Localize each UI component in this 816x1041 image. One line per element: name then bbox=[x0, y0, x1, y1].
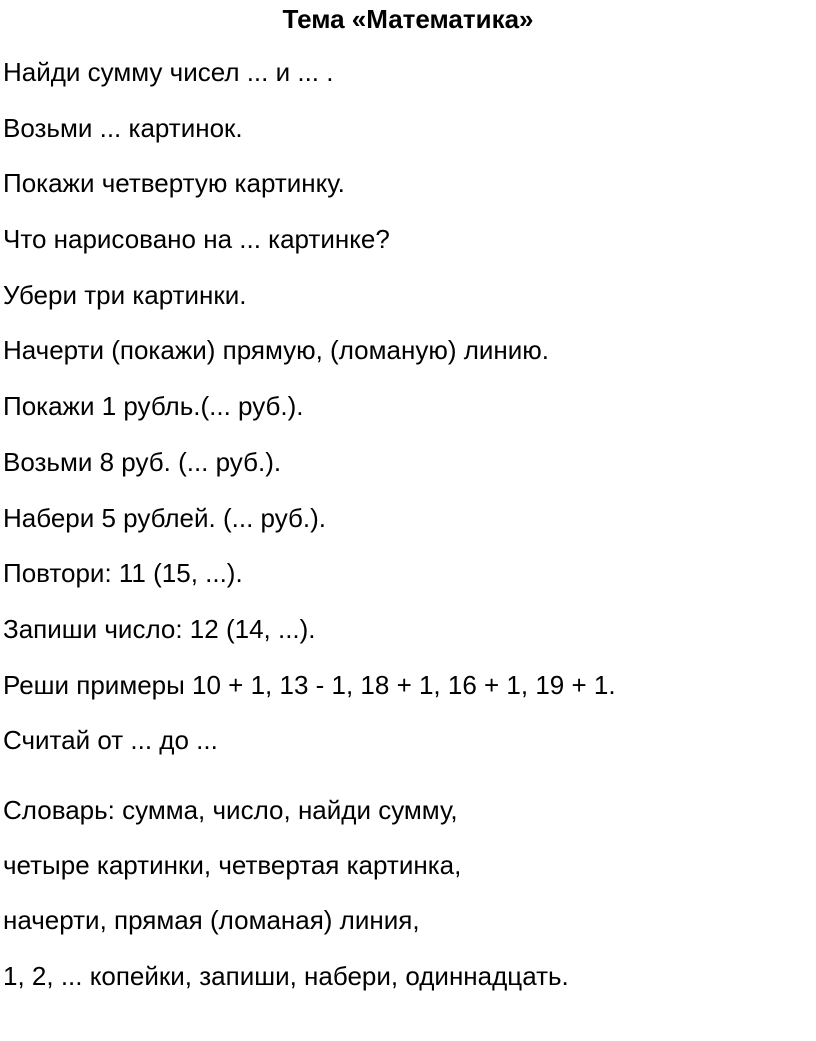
phrase-line: Покажи 1 рубль.(... руб.). bbox=[3, 391, 304, 422]
vocabulary-line: начерти, прямая (ломаная) линия, bbox=[3, 905, 420, 936]
phrase-line: Повтори: 11 (15, ...). bbox=[3, 558, 243, 589]
phrase-line: Возьми ... картинок. bbox=[3, 112, 243, 143]
phrase-line: Набери 5 рублей. (... руб.). bbox=[3, 502, 326, 533]
phrase-line: Запиши число: 12 (14, ...). bbox=[3, 613, 316, 644]
vocabulary-line: четыре картинки, четвертая картинка, bbox=[3, 850, 462, 881]
vocabulary-line: Словарь: сумма, число, найди сумму, bbox=[3, 795, 458, 825]
phrase-line: Начерти (покажи) прямую, (ломаную) линию. bbox=[3, 335, 550, 366]
page-title: Тема «Математика» bbox=[282, 4, 534, 34]
phrase-list bbox=[3, 54, 616, 778]
phrase-line: Убери три картинки. bbox=[3, 279, 247, 310]
phrase-line: Найди сумму чисел ... и ... . bbox=[3, 57, 334, 87]
phrase-line: Покажи четвертую картинку. bbox=[3, 168, 345, 199]
vocabulary-line: 1, 2, ... копейки, запиши, набери, одиннадцать. bbox=[3, 960, 569, 991]
phrase-line: Что нарисовано на ... картинке? bbox=[3, 224, 390, 255]
phrase-line: Считай от ... до ... bbox=[3, 725, 218, 756]
vocabulary-list bbox=[3, 792, 569, 1013]
phrase-line: Возьми 8 руб. (... руб.). bbox=[3, 446, 282, 477]
phrase-line: Реши примеры 10 + 1, 13 - 1, 18 + 1, 16 + 1, 19 + 1. bbox=[3, 669, 616, 700]
